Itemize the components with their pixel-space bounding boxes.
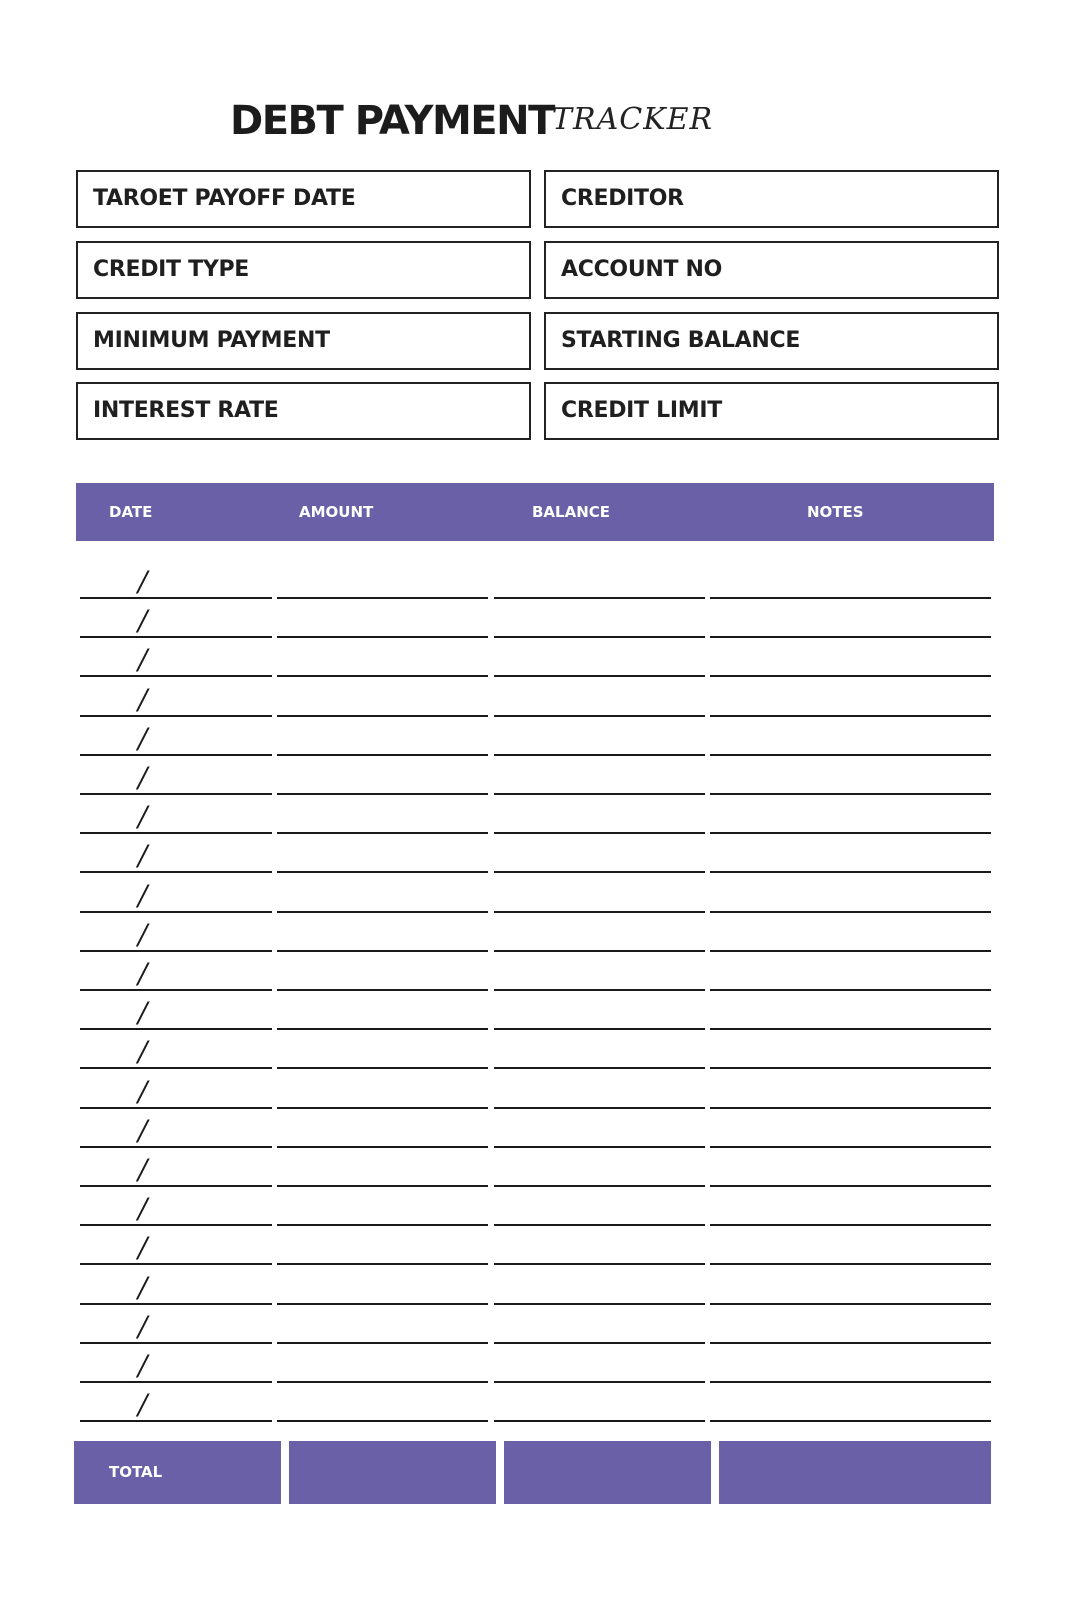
notes-line[interactable] (710, 715, 991, 717)
date-separator: / (138, 839, 148, 872)
header-date: DATE (109, 503, 153, 521)
notes-line[interactable] (710, 636, 991, 638)
notes-line[interactable] (710, 1342, 991, 1344)
balance-line[interactable] (494, 1420, 705, 1422)
starting-balance-field[interactable] (544, 312, 999, 370)
total-amount-cell[interactable] (289, 1441, 496, 1504)
date-line[interactable] (80, 911, 272, 913)
date-line[interactable] (80, 1342, 272, 1344)
amount-line[interactable] (277, 1146, 488, 1148)
balance-line[interactable] (494, 1185, 705, 1187)
date-separator: / (138, 957, 148, 990)
date-separator: / (138, 1075, 148, 1108)
date-separator: / (138, 1035, 148, 1068)
balance-line[interactable] (494, 1342, 705, 1344)
date-line[interactable] (80, 1067, 272, 1069)
notes-line[interactable] (710, 597, 991, 599)
title-main: DEBT PAYMENT (230, 98, 554, 144)
field-label: ACCOUNT NO (561, 257, 723, 282)
date-separator: / (138, 1231, 148, 1264)
amount-line[interactable] (277, 832, 488, 834)
total-label-cell (74, 1441, 281, 1504)
field-label: INTEREST RATE (93, 398, 279, 423)
header-amount: AMOUNT (299, 503, 374, 521)
table-header (76, 483, 994, 541)
date-line[interactable] (80, 989, 272, 991)
creditor-field[interactable] (544, 170, 999, 228)
date-line[interactable] (80, 793, 272, 795)
account-no-field[interactable] (544, 241, 999, 299)
notes-line[interactable] (710, 1067, 991, 1069)
date-separator: / (138, 761, 148, 794)
date-separator: / (138, 1388, 148, 1421)
notes-line[interactable] (710, 1185, 991, 1187)
amount-line[interactable] (277, 1224, 488, 1226)
date-line[interactable] (80, 715, 272, 717)
amount-line[interactable] (277, 989, 488, 991)
amount-line[interactable] (277, 754, 488, 756)
date-separator: / (138, 879, 148, 912)
notes-line[interactable] (710, 911, 991, 913)
date-separator: / (138, 1114, 148, 1147)
notes-line[interactable] (710, 1028, 991, 1030)
date-separator: / (138, 1192, 148, 1225)
amount-line[interactable] (277, 1381, 488, 1383)
balance-line[interactable] (494, 1303, 705, 1305)
balance-line[interactable] (494, 1381, 705, 1383)
field-label: CREDIT TYPE (93, 257, 250, 282)
amount-line[interactable] (277, 715, 488, 717)
date-line[interactable] (80, 636, 272, 638)
date-line[interactable] (80, 1381, 272, 1383)
date-line[interactable] (80, 1107, 272, 1109)
notes-line[interactable] (710, 793, 991, 795)
date-separator: / (138, 918, 148, 951)
minimum-payment-field[interactable] (76, 312, 531, 370)
field-label: STARTING BALANCE (561, 328, 801, 353)
amount-line[interactable] (277, 1185, 488, 1187)
header-notes: NOTES (807, 503, 864, 521)
amount-line[interactable] (277, 675, 488, 677)
credit-limit-field[interactable] (544, 382, 999, 440)
date-line[interactable] (80, 1263, 272, 1265)
balance-line[interactable] (494, 1146, 705, 1148)
total-balance-cell[interactable] (504, 1441, 711, 1504)
notes-line[interactable] (710, 989, 991, 991)
notes-line[interactable] (710, 675, 991, 677)
balance-line[interactable] (494, 1028, 705, 1030)
notes-line[interactable] (710, 871, 991, 873)
date-line[interactable] (80, 1224, 272, 1226)
amount-line[interactable] (277, 1263, 488, 1265)
date-separator: / (138, 565, 148, 598)
amount-line[interactable] (277, 871, 488, 873)
notes-line[interactable] (710, 832, 991, 834)
field-label: TAROET PAYOFF DATE (93, 186, 356, 211)
balance-line[interactable] (494, 793, 705, 795)
date-separator: / (138, 604, 148, 637)
date-separator: / (138, 1310, 148, 1343)
date-line[interactable] (80, 597, 272, 599)
date-line[interactable] (80, 950, 272, 952)
amount-line[interactable] (277, 1067, 488, 1069)
date-separator: / (138, 643, 148, 676)
balance-line[interactable] (494, 871, 705, 873)
field-label: CREDITOR (561, 186, 684, 211)
amount-line[interactable] (277, 1028, 488, 1030)
balance-line[interactable] (494, 675, 705, 677)
date-separator: / (138, 683, 148, 716)
date-line[interactable] (80, 871, 272, 873)
date-line[interactable] (80, 1028, 272, 1030)
notes-line[interactable] (710, 1224, 991, 1226)
date-line[interactable] (80, 754, 272, 756)
balance-line[interactable] (494, 950, 705, 952)
amount-line[interactable] (277, 597, 488, 599)
date-line[interactable] (80, 675, 272, 677)
header-balance: BALANCE (532, 503, 611, 521)
title-script: TRACKER (552, 102, 714, 137)
field-label: MINIMUM PAYMENT (93, 328, 330, 353)
date-line[interactable] (80, 1420, 272, 1422)
date-separator: / (138, 1271, 148, 1304)
total-notes-cell[interactable] (719, 1441, 991, 1504)
date-separator: / (138, 996, 148, 1029)
interest-rate-field[interactable] (76, 382, 531, 440)
date-line[interactable] (80, 1146, 272, 1148)
credit-type-field[interactable] (76, 241, 531, 299)
date-line[interactable] (80, 832, 272, 834)
date-separator: / (138, 1349, 148, 1382)
notes-line[interactable] (710, 950, 991, 952)
amount-line[interactable] (277, 636, 488, 638)
notes-line[interactable] (710, 1303, 991, 1305)
target-payoff-date-field[interactable] (76, 170, 531, 228)
amount-line[interactable] (277, 950, 488, 952)
notes-line[interactable] (710, 1107, 991, 1109)
balance-line[interactable] (494, 1067, 705, 1069)
balance-line[interactable] (494, 754, 705, 756)
amount-line[interactable] (277, 1420, 488, 1422)
balance-line[interactable] (494, 911, 705, 913)
balance-line[interactable] (494, 989, 705, 991)
amount-line[interactable] (277, 911, 488, 913)
balance-line[interactable] (494, 1263, 705, 1265)
field-label: CREDIT LIMIT (561, 398, 722, 423)
amount-line[interactable] (277, 793, 488, 795)
date-line[interactable] (80, 1185, 272, 1187)
date-line[interactable] (80, 1303, 272, 1305)
balance-line[interactable] (494, 1107, 705, 1109)
notes-line[interactable] (710, 1381, 991, 1383)
balance-line[interactable] (494, 597, 705, 599)
notes-line[interactable] (710, 754, 991, 756)
balance-line[interactable] (494, 715, 705, 717)
amount-line[interactable] (277, 1342, 488, 1344)
balance-line[interactable] (494, 636, 705, 638)
amount-line[interactable] (277, 1303, 488, 1305)
date-separator: / (138, 1153, 148, 1186)
amount-line[interactable] (277, 1107, 488, 1109)
date-separator: / (138, 800, 148, 833)
notes-line[interactable] (710, 1146, 991, 1148)
date-separator: / (138, 722, 148, 755)
notes-line[interactable] (710, 1420, 991, 1422)
notes-line[interactable] (710, 1263, 991, 1265)
total-label: TOTAL (109, 1463, 163, 1481)
balance-line[interactable] (494, 832, 705, 834)
balance-line[interactable] (494, 1224, 705, 1226)
